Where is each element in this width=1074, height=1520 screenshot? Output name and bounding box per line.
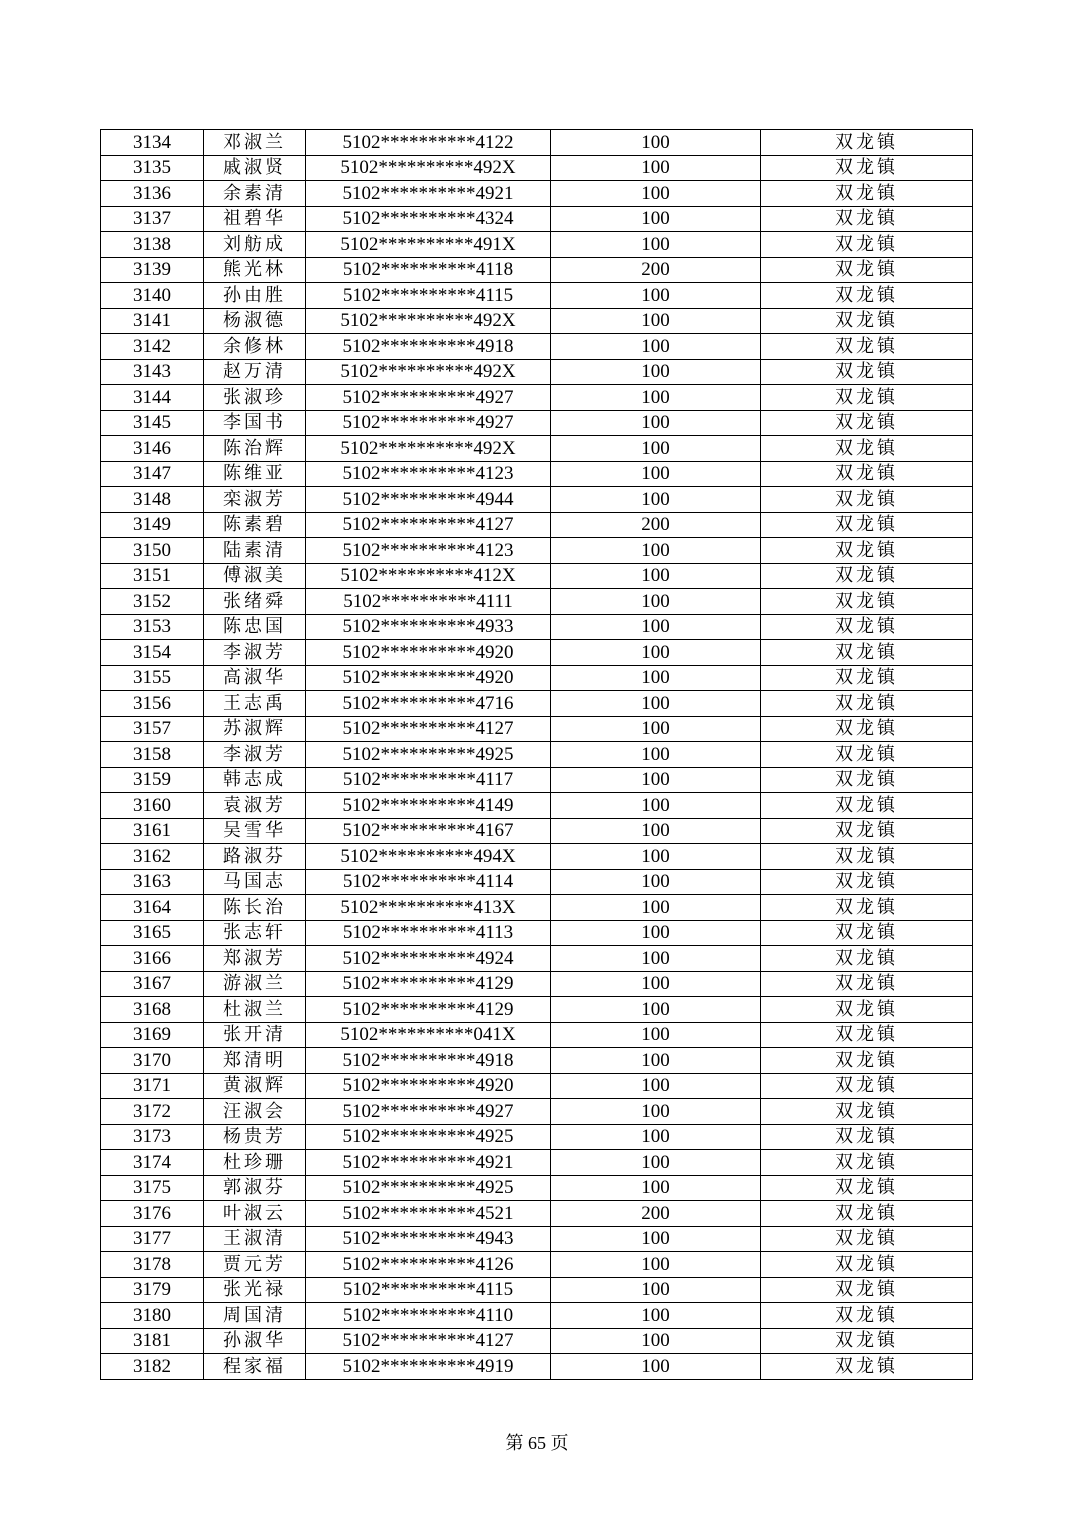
town-cell: 双龙镇: [761, 640, 973, 666]
id-number-cell: 5102**********4925: [306, 742, 551, 768]
id-number-cell: 5102**********491X: [306, 232, 551, 258]
serial-number-cell: 3175: [101, 1175, 204, 1201]
serial-number-cell: 3156: [101, 691, 204, 717]
town-cell: 双龙镇: [761, 410, 973, 436]
serial-number-cell: 3169: [101, 1022, 204, 1048]
town-cell: 双龙镇: [761, 869, 973, 895]
serial-number-cell: 3171: [101, 1073, 204, 1099]
serial-number-cell: 3174: [101, 1150, 204, 1176]
town-cell: 双龙镇: [761, 308, 973, 334]
amount-cell: 100: [551, 563, 761, 589]
serial-number-cell: 3158: [101, 742, 204, 768]
amount-cell: 100: [551, 920, 761, 946]
name-cell: 张志轩: [204, 920, 306, 946]
table-row: [101, 844, 973, 870]
amount-cell: 100: [551, 946, 761, 972]
id-number-cell: 5102**********4944: [306, 487, 551, 513]
amount-cell: 100: [551, 232, 761, 258]
name-cell: 马国志: [204, 869, 306, 895]
id-number-cell: 5102**********4924: [306, 946, 551, 972]
serial-number-cell: 3151: [101, 563, 204, 589]
name-cell: 袁淑芳: [204, 793, 306, 819]
table-row: [101, 640, 973, 666]
town-cell: 双龙镇: [761, 1226, 973, 1252]
serial-number-cell: 3159: [101, 767, 204, 793]
name-cell: 陆素清: [204, 538, 306, 564]
town-cell: 双龙镇: [761, 920, 973, 946]
roster-table: [100, 129, 973, 1380]
amount-cell: 100: [551, 665, 761, 691]
serial-number-cell: 3162: [101, 844, 204, 870]
id-number-cell: 5102**********4114: [306, 869, 551, 895]
table-row: [101, 155, 973, 181]
name-cell: 赵万清: [204, 359, 306, 385]
id-number-cell: 5102**********4521: [306, 1201, 551, 1227]
name-cell: 刘舫成: [204, 232, 306, 258]
name-cell: 杜淑兰: [204, 997, 306, 1023]
amount-cell: 100: [551, 1099, 761, 1125]
id-number-cell: 5102**********4129: [306, 971, 551, 997]
id-number-cell: 5102**********4123: [306, 461, 551, 487]
id-number-cell: 5102**********4921: [306, 1150, 551, 1176]
table-row: [101, 742, 973, 768]
table-row: [101, 1277, 973, 1303]
name-cell: 陈治辉: [204, 436, 306, 462]
serial-number-cell: 3144: [101, 385, 204, 411]
town-cell: 双龙镇: [761, 997, 973, 1023]
id-number-cell: 5102**********4127: [306, 512, 551, 538]
id-number-cell: 5102**********4113: [306, 920, 551, 946]
amount-cell: 100: [551, 895, 761, 921]
serial-number-cell: 3167: [101, 971, 204, 997]
name-cell: 苏淑辉: [204, 716, 306, 742]
table-row: [101, 997, 973, 1023]
serial-number-cell: 3176: [101, 1201, 204, 1227]
amount-cell: 100: [551, 1022, 761, 1048]
amount-cell: 100: [551, 971, 761, 997]
amount-cell: 100: [551, 691, 761, 717]
town-cell: 双龙镇: [761, 1022, 973, 1048]
table-row: [101, 1048, 973, 1074]
town-cell: 双龙镇: [761, 844, 973, 870]
name-cell: 陈素碧: [204, 512, 306, 538]
name-cell: 陈忠国: [204, 614, 306, 640]
amount-cell: 100: [551, 716, 761, 742]
name-cell: 熊光林: [204, 257, 306, 283]
name-cell: 李淑芳: [204, 742, 306, 768]
table-row: [101, 691, 973, 717]
serial-number-cell: 3147: [101, 461, 204, 487]
serial-number-cell: 3134: [101, 130, 204, 156]
serial-number-cell: 3136: [101, 181, 204, 207]
amount-cell: 100: [551, 844, 761, 870]
town-cell: 双龙镇: [761, 206, 973, 232]
serial-number-cell: 3152: [101, 589, 204, 615]
amount-cell: 100: [551, 334, 761, 360]
amount-cell: 100: [551, 155, 761, 181]
town-cell: 双龙镇: [761, 665, 973, 691]
id-number-cell: 5102**********412X: [306, 563, 551, 589]
town-cell: 双龙镇: [761, 946, 973, 972]
town-cell: 双龙镇: [761, 232, 973, 258]
name-cell: 郑淑芳: [204, 946, 306, 972]
id-number-cell: 5102**********4918: [306, 334, 551, 360]
amount-cell: 100: [551, 1175, 761, 1201]
town-cell: 双龙镇: [761, 895, 973, 921]
id-number-cell: 5102**********4126: [306, 1252, 551, 1278]
serial-number-cell: 3180: [101, 1303, 204, 1329]
amount-cell: 100: [551, 1303, 761, 1329]
amount-cell: 100: [551, 589, 761, 615]
table-row: [101, 793, 973, 819]
amount-cell: 100: [551, 1226, 761, 1252]
name-cell: 李国书: [204, 410, 306, 436]
table-row: [101, 359, 973, 385]
serial-number-cell: 3141: [101, 308, 204, 334]
amount-cell: 100: [551, 410, 761, 436]
town-cell: 双龙镇: [761, 589, 973, 615]
name-cell: 祖碧华: [204, 206, 306, 232]
serial-number-cell: 3146: [101, 436, 204, 462]
id-number-cell: 5102**********4920: [306, 1073, 551, 1099]
amount-cell: 100: [551, 487, 761, 513]
id-number-cell: 5102**********4933: [306, 614, 551, 640]
serial-number-cell: 3182: [101, 1354, 204, 1380]
name-cell: 陈长治: [204, 895, 306, 921]
amount-cell: 100: [551, 436, 761, 462]
town-cell: 双龙镇: [761, 1252, 973, 1278]
id-number-cell: 5102**********4122: [306, 130, 551, 156]
town-cell: 双龙镇: [761, 130, 973, 156]
town-cell: 双龙镇: [761, 155, 973, 181]
table-row: [101, 487, 973, 513]
id-number-cell: 5102**********4920: [306, 640, 551, 666]
name-cell: 张开清: [204, 1022, 306, 1048]
table-row: [101, 1328, 973, 1354]
serial-number-cell: 3154: [101, 640, 204, 666]
name-cell: 杨淑德: [204, 308, 306, 334]
serial-number-cell: 3164: [101, 895, 204, 921]
serial-number-cell: 3163: [101, 869, 204, 895]
table-row: [101, 436, 973, 462]
serial-number-cell: 3160: [101, 793, 204, 819]
table-row: [101, 181, 973, 207]
serial-number-cell: 3178: [101, 1252, 204, 1278]
serial-number-cell: 3139: [101, 257, 204, 283]
town-cell: 双龙镇: [761, 1048, 973, 1074]
serial-number-cell: 3150: [101, 538, 204, 564]
table-row: [101, 1201, 973, 1227]
id-number-cell: 5102**********4324: [306, 206, 551, 232]
table-row: [101, 589, 973, 615]
amount-cell: 100: [551, 614, 761, 640]
table-row: [101, 257, 973, 283]
amount-cell: 100: [551, 1277, 761, 1303]
name-cell: 叶淑云: [204, 1201, 306, 1227]
serial-number-cell: 3177: [101, 1226, 204, 1252]
amount-cell: 100: [551, 1328, 761, 1354]
id-number-cell: 5102**********4149: [306, 793, 551, 819]
amount-cell: 100: [551, 818, 761, 844]
table-row: [101, 818, 973, 844]
town-cell: 双龙镇: [761, 1303, 973, 1329]
table-row: [101, 895, 973, 921]
name-cell: 高淑华: [204, 665, 306, 691]
amount-cell: 100: [551, 461, 761, 487]
table-row: [101, 1226, 973, 1252]
amount-cell: 100: [551, 538, 761, 564]
town-cell: 双龙镇: [761, 1354, 973, 1380]
town-cell: 双龙镇: [761, 283, 973, 309]
name-cell: 邓淑兰: [204, 130, 306, 156]
id-number-cell: 5102**********413X: [306, 895, 551, 921]
id-number-cell: 5102**********4918: [306, 1048, 551, 1074]
amount-cell: 100: [551, 283, 761, 309]
table-row: [101, 920, 973, 946]
name-cell: 栾淑芳: [204, 487, 306, 513]
town-cell: 双龙镇: [761, 716, 973, 742]
town-cell: 双龙镇: [761, 385, 973, 411]
id-number-cell: 5102**********4127: [306, 716, 551, 742]
id-number-cell: 5102**********4943: [306, 1226, 551, 1252]
town-cell: 双龙镇: [761, 461, 973, 487]
amount-cell: 100: [551, 767, 761, 793]
id-number-cell: 5102**********4123: [306, 538, 551, 564]
table-row: [101, 1303, 973, 1329]
town-cell: 双龙镇: [761, 971, 973, 997]
town-cell: 双龙镇: [761, 1175, 973, 1201]
amount-cell: 100: [551, 1252, 761, 1278]
serial-number-cell: 3168: [101, 997, 204, 1023]
table-row: [101, 971, 973, 997]
serial-number-cell: 3137: [101, 206, 204, 232]
id-number-cell: 5102**********494X: [306, 844, 551, 870]
serial-number-cell: 3173: [101, 1124, 204, 1150]
roster-table-body: [101, 130, 973, 1380]
name-cell: 贾元芳: [204, 1252, 306, 1278]
table-row: [101, 1099, 973, 1125]
amount-cell: 100: [551, 359, 761, 385]
table-row: [101, 308, 973, 334]
serial-number-cell: 3149: [101, 512, 204, 538]
name-cell: 张淑珍: [204, 385, 306, 411]
name-cell: 汪淑会: [204, 1099, 306, 1125]
name-cell: 郑清明: [204, 1048, 306, 1074]
name-cell: 戚淑贤: [204, 155, 306, 181]
id-number-cell: 5102**********4919: [306, 1354, 551, 1380]
town-cell: 双龙镇: [761, 1124, 973, 1150]
table-row: [101, 1073, 973, 1099]
table-row: [101, 1150, 973, 1176]
id-number-cell: 5102**********4115: [306, 283, 551, 309]
table-row: [101, 130, 973, 156]
table-row: [101, 946, 973, 972]
serial-number-cell: 3135: [101, 155, 204, 181]
amount-cell: 100: [551, 130, 761, 156]
id-number-cell: 5102**********492X: [306, 436, 551, 462]
id-number-cell: 5102**********4127: [306, 1328, 551, 1354]
town-cell: 双龙镇: [761, 1201, 973, 1227]
id-number-cell: 5102**********4921: [306, 181, 551, 207]
amount-cell: 100: [551, 742, 761, 768]
name-cell: 王志禹: [204, 691, 306, 717]
name-cell: 路淑芬: [204, 844, 306, 870]
id-number-cell: 5102**********4115: [306, 1277, 551, 1303]
town-cell: 双龙镇: [761, 487, 973, 513]
id-number-cell: 5102**********4117: [306, 767, 551, 793]
id-number-cell: 5102**********4129: [306, 997, 551, 1023]
table-row: [101, 614, 973, 640]
id-number-cell: 5102**********4925: [306, 1124, 551, 1150]
town-cell: 双龙镇: [761, 538, 973, 564]
amount-cell: 100: [551, 1048, 761, 1074]
table-row: [101, 767, 973, 793]
town-cell: 双龙镇: [761, 793, 973, 819]
name-cell: 杨贵芳: [204, 1124, 306, 1150]
id-number-cell: 5102**********4927: [306, 385, 551, 411]
amount-cell: 100: [551, 1150, 761, 1176]
table-row: [101, 665, 973, 691]
table-row: [101, 1354, 973, 1380]
id-number-cell: 5102**********4118: [306, 257, 551, 283]
id-number-cell: 5102**********492X: [306, 308, 551, 334]
table-row: [101, 538, 973, 564]
serial-number-cell: 3140: [101, 283, 204, 309]
town-cell: 双龙镇: [761, 691, 973, 717]
serial-number-cell: 3143: [101, 359, 204, 385]
amount-cell: 200: [551, 257, 761, 283]
serial-number-cell: 3170: [101, 1048, 204, 1074]
serial-number-cell: 3179: [101, 1277, 204, 1303]
table-row: [101, 283, 973, 309]
table-row: [101, 1022, 973, 1048]
name-cell: 吴雪华: [204, 818, 306, 844]
serial-number-cell: 3145: [101, 410, 204, 436]
town-cell: 双龙镇: [761, 359, 973, 385]
serial-number-cell: 3165: [101, 920, 204, 946]
name-cell: 孙由胜: [204, 283, 306, 309]
town-cell: 双龙镇: [761, 1099, 973, 1125]
town-cell: 双龙镇: [761, 742, 973, 768]
town-cell: 双龙镇: [761, 257, 973, 283]
id-number-cell: 5102**********4925: [306, 1175, 551, 1201]
town-cell: 双龙镇: [761, 1277, 973, 1303]
town-cell: 双龙镇: [761, 563, 973, 589]
amount-cell: 100: [551, 640, 761, 666]
id-number-cell: 5102**********4167: [306, 818, 551, 844]
table-row: [101, 232, 973, 258]
table-row: [101, 206, 973, 232]
town-cell: 双龙镇: [761, 1328, 973, 1354]
serial-number-cell: 3142: [101, 334, 204, 360]
id-number-cell: 5102**********4927: [306, 410, 551, 436]
table-row: [101, 869, 973, 895]
serial-number-cell: 3157: [101, 716, 204, 742]
table-row: [101, 1124, 973, 1150]
name-cell: 杜珍珊: [204, 1150, 306, 1176]
amount-cell: 100: [551, 793, 761, 819]
amount-cell: 100: [551, 1354, 761, 1380]
table-row: [101, 1175, 973, 1201]
serial-number-cell: 3153: [101, 614, 204, 640]
amount-cell: 200: [551, 1201, 761, 1227]
town-cell: 双龙镇: [761, 818, 973, 844]
table-row: [101, 461, 973, 487]
name-cell: 程家福: [204, 1354, 306, 1380]
name-cell: 韩志成: [204, 767, 306, 793]
serial-number-cell: 3155: [101, 665, 204, 691]
name-cell: 王淑清: [204, 1226, 306, 1252]
id-number-cell: 5102**********4110: [306, 1303, 551, 1329]
amount-cell: 100: [551, 997, 761, 1023]
amount-cell: 100: [551, 1124, 761, 1150]
name-cell: 黄淑辉: [204, 1073, 306, 1099]
table-row: [101, 563, 973, 589]
amount-cell: 100: [551, 206, 761, 232]
town-cell: 双龙镇: [761, 512, 973, 538]
town-cell: 双龙镇: [761, 334, 973, 360]
serial-number-cell: 3166: [101, 946, 204, 972]
serial-number-cell: 3172: [101, 1099, 204, 1125]
id-number-cell: 5102**********492X: [306, 155, 551, 181]
amount-cell: 200: [551, 512, 761, 538]
serial-number-cell: 3138: [101, 232, 204, 258]
town-cell: 双龙镇: [761, 1150, 973, 1176]
name-cell: 张光禄: [204, 1277, 306, 1303]
table-row: [101, 410, 973, 436]
name-cell: 陈维亚: [204, 461, 306, 487]
name-cell: 游淑兰: [204, 971, 306, 997]
amount-cell: 100: [551, 869, 761, 895]
page-number: 第 65 页: [505, 1433, 569, 1453]
name-cell: 郭淑芬: [204, 1175, 306, 1201]
town-cell: 双龙镇: [761, 436, 973, 462]
town-cell: 双龙镇: [761, 181, 973, 207]
name-cell: 周国清: [204, 1303, 306, 1329]
id-number-cell: 5102**********4716: [306, 691, 551, 717]
table-row: [101, 716, 973, 742]
town-cell: 双龙镇: [761, 1073, 973, 1099]
id-number-cell: 5102**********4927: [306, 1099, 551, 1125]
name-cell: 傅淑美: [204, 563, 306, 589]
table-row: [101, 385, 973, 411]
table-row: [101, 334, 973, 360]
amount-cell: 100: [551, 1073, 761, 1099]
town-cell: 双龙镇: [761, 767, 973, 793]
table-row: [101, 512, 973, 538]
table-row: [101, 1252, 973, 1278]
serial-number-cell: 3181: [101, 1328, 204, 1354]
id-number-cell: 5102**********4920: [306, 665, 551, 691]
name-cell: 余修林: [204, 334, 306, 360]
serial-number-cell: 3161: [101, 818, 204, 844]
town-cell: 双龙镇: [761, 614, 973, 640]
name-cell: 孙淑华: [204, 1328, 306, 1354]
id-number-cell: 5102**********492X: [306, 359, 551, 385]
amount-cell: 100: [551, 181, 761, 207]
id-number-cell: 5102**********4111: [306, 589, 551, 615]
name-cell: 李淑芳: [204, 640, 306, 666]
amount-cell: 100: [551, 385, 761, 411]
serial-number-cell: 3148: [101, 487, 204, 513]
id-number-cell: 5102**********041X: [306, 1022, 551, 1048]
name-cell: 张绪舜: [204, 589, 306, 615]
amount-cell: 100: [551, 308, 761, 334]
name-cell: 余素清: [204, 181, 306, 207]
